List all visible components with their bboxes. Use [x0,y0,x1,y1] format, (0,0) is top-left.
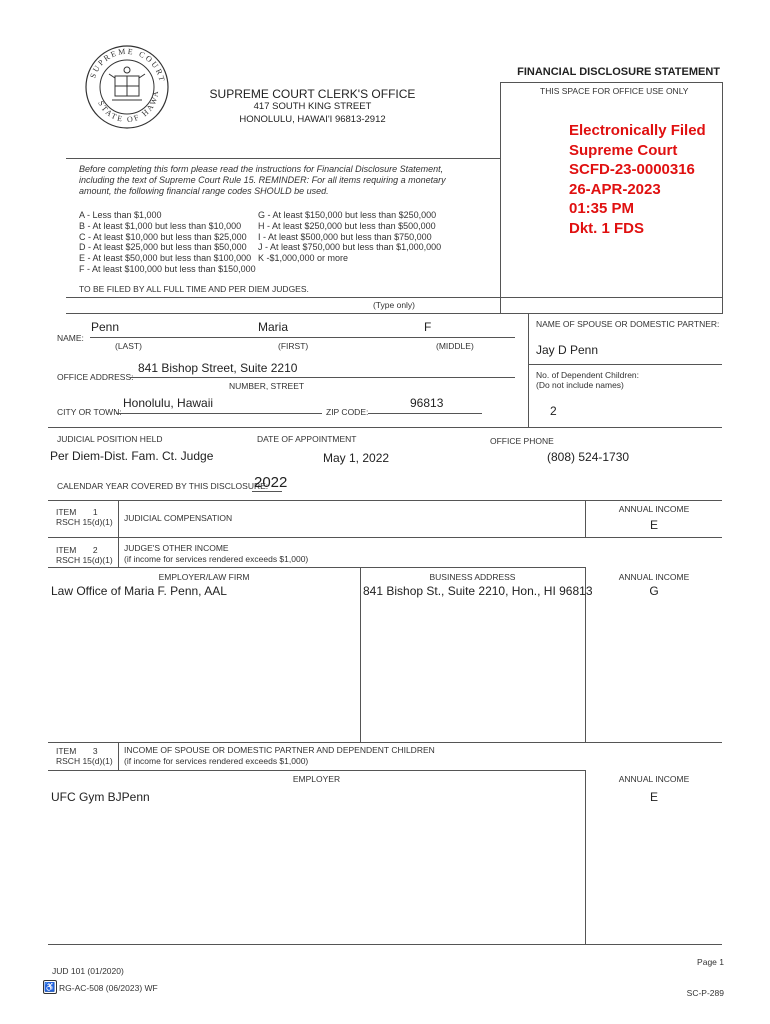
svg-text:SUPREME COURT: SUPREME COURT [88,46,167,84]
code-e: E - At least $50,000 but less than $100,000 [79,253,252,264]
codes-right [258,210,441,264]
filing-stamp [569,121,706,238]
item3-income-label: ANNUAL INCOME [618,774,690,784]
item2-rule: RSCH 15(d)(1) [56,555,113,565]
item3-employer-label: EMPLOYER [292,774,341,784]
code-a: A - Less than $1,000 [79,210,162,220]
code-g: G - At least $150,000 but less than $250,000 [258,210,437,220]
item2-title: JUDGE'S OTHER INCOME [124,543,229,553]
middle-name-value[interactable]: F [424,320,432,334]
calendar-year-label: CALENDAR YEAR COVERED BY THIS DISCLOSURE: [57,481,269,491]
item1-title: JUDICIAL COMPENSATION [124,513,233,523]
code-d: D - At least $25,000 but less than $50,000 [79,242,247,253]
page-number: Page 1 [697,957,724,967]
zip-value[interactable]: 96813 [410,396,444,410]
type-only-note: (Type only) [372,300,416,310]
accessibility-icon: ♿ [44,982,56,992]
item2-income-value[interactable]: G [649,584,659,598]
name-label: NAME: [57,333,84,343]
office-address-line1: 417 SOUTH KING STREET [253,101,372,112]
office-address-line2: HONOLULU, HAWAI'I 96813-2912 [239,114,386,125]
office-name: SUPREME COURT CLERK'S OFFICE [209,87,416,101]
item3-employer-value[interactable]: UFC Gym BJPenn [51,790,150,804]
office-use-label: THIS SPACE FOR OFFICE USE ONLY [540,86,689,96]
item3-number: ITEM 3 [56,746,98,756]
item2-income-label: ANNUAL INCOME [618,572,690,582]
item2-subtitle: (if income for services rendered exceeds $1,000) [124,554,309,564]
court-seal [84,44,170,130]
item3-rule: RSCH 15(d)(1) [56,756,113,766]
form-title: FINANCIAL DISCLOSURE STATEMENT [517,66,720,78]
code-b: B - At least $1,000 but less than $10,000 [79,220,242,231]
sc-number: SC-P-289 [686,988,724,998]
dependents-label-line2: (Do not include names) [536,380,624,390]
item1-rule: RSCH 15(d)(1) [56,517,113,527]
judicial-position-label: JUDICIAL POSITION HELD [57,434,163,444]
item2-employer-value[interactable]: Law Office of Maria F. Penn, AAL [51,584,227,598]
city-value[interactable]: Honolulu, Hawaii [123,396,214,410]
item2-number: ITEM 2 [56,545,98,555]
last-label: (LAST) [115,341,142,351]
appointment-label: DATE OF APPOINTMENT [257,434,357,444]
dependents-label [536,370,639,390]
item3-subtitle: (if income for services rendered exceeds $1,000) [124,756,309,766]
instructions-line2: including the text of Supreme Court Rule 15. REMINDER: For all items requiring a monetary [79,175,446,185]
spouse-label: NAME OF SPOUSE OR DOMESTIC PARTNER: [536,319,720,329]
spouse-value[interactable]: Jay D Penn [536,343,599,357]
item2-employer-label: EMPLOYER/LAW FIRM [158,572,250,582]
stamp-line6: Dkt. 1 FDS [569,219,645,237]
dependents-value[interactable]: 2 [550,404,557,418]
stamp-line5: 01:35 PM [569,200,635,217]
city-label: CITY OR TOWN: [57,407,122,417]
stamp-line3: SCFD-23-0000316 [569,161,695,178]
phone-value[interactable]: (808) 524-1730 [547,450,630,464]
item3-title: INCOME OF SPOUSE OR DOMESTIC PARTNER AND DEPENDENT CHILDREN [124,745,435,755]
stamp-line1: Electronically Filed [569,122,706,139]
item1-income-label: ANNUAL INCOME [618,504,690,514]
item1-number: ITEM 1 [56,507,98,517]
form-number: JUD 101 (01/2020) [52,966,124,976]
item2-address-label: BUSINESS ADDRESS [429,572,516,582]
number-street-label: NUMBER, STREET [229,381,305,391]
svg-text:STATE OF HAWAII: STATE OF HAWA [96,88,161,125]
codes-left [79,210,256,275]
first-name-value[interactable]: Maria [258,320,289,334]
code-h: H - At least $250,000 but less than $500,000 [258,220,436,231]
code-j: J - At least $750,000 but less than $1,000,000 [258,242,442,253]
office-address-label: OFFICE ADDRESS: [57,372,134,382]
code-i: I - At least $500,000 but less than $750,000 [258,231,432,242]
appointment-value[interactable]: May 1, 2022 [323,451,390,465]
instructions-line1: Before completing this form please read the instructions for Financial Disclosure Statement, [79,164,444,174]
item3-income-value[interactable]: E [649,790,658,804]
dependents-label-line1: No. of Dependent Children: [536,370,640,380]
instructions [79,164,499,197]
office-address-value[interactable]: 841 Bishop Street, Suite 2210 [138,361,298,375]
code-f: F - At least $100,000 but less than $150,000 [79,263,256,274]
rg-number: RG-AC-508 (06/2023) WF [59,983,158,993]
middle-label: (MIDDLE) [436,341,474,351]
stamp-line4: 26-APR-2023 [569,180,661,198]
judicial-position-value[interactable]: Per Diem-Dist. Fam. Ct. Judge [50,449,214,463]
zip-label: ZIP CODE: [326,407,369,417]
stamp-line2: Supreme Court [569,141,678,159]
phone-label: OFFICE PHONE [490,436,554,446]
first-label: (FIRST) [278,341,309,351]
calendar-year-value[interactable]: 2022 [254,474,288,491]
instructions-line3: amount, the following financial range codes SHOULD be used. [79,186,329,196]
last-name-value[interactable]: Penn [91,320,120,334]
code-k: K -$1,000,000 or more [258,253,349,264]
filed-by-note: TO BE FILED BY ALL FULL TIME AND PER DIEM JUDGES. [79,284,309,294]
item1-income-value[interactable]: E [649,518,658,532]
code-c: C - At least $10,000 but less than $25,000 [79,231,247,242]
item2-address-value[interactable]: 841 Bishop St., Suite 2210, Hon., HI 96813 [363,584,593,598]
